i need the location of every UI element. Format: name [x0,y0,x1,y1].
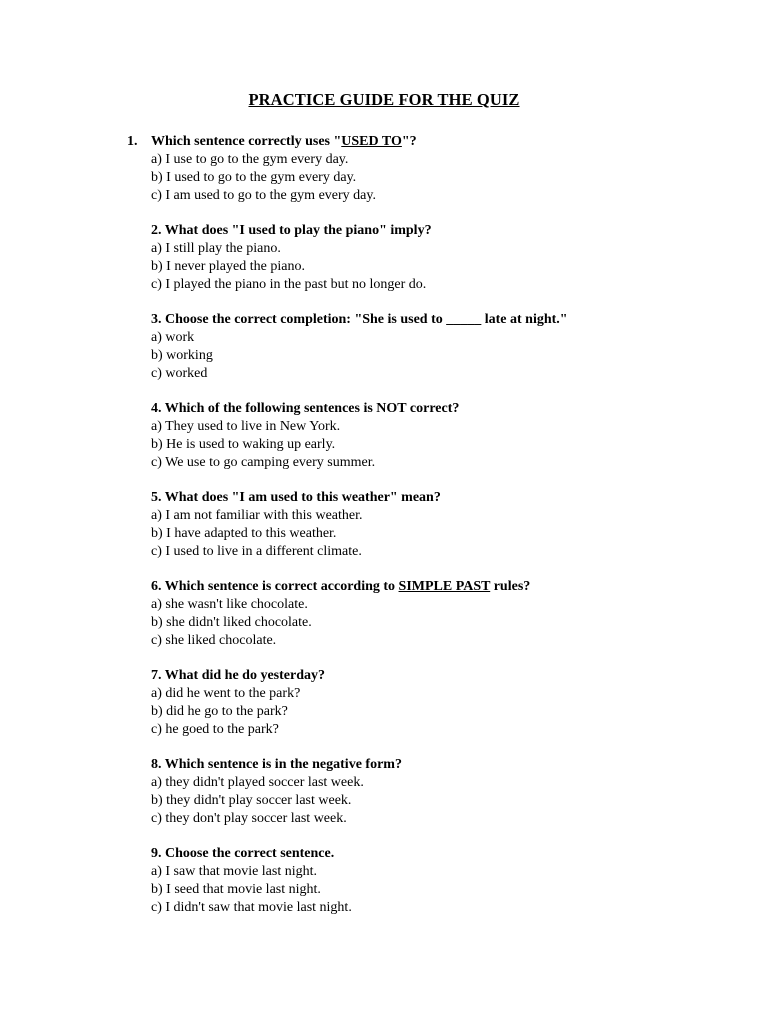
answer-option: c) I am used to go to the gym every day. [151,188,376,203]
answer-option: c) she liked chocolate. [151,633,277,648]
answer-option: b) He is used to waking up early. [151,437,336,452]
answer-option: c) I used to live in a different climate. [151,544,362,559]
question-text-part: What did he do yesterday? [164,668,325,683]
answer-option: c) I didn't saw that movie last night. [151,900,352,915]
question-text-part: Choose the correct sentence. [165,846,335,861]
question-text [0,489,768,507]
question-text-part: What does "I used to play the piano" imply? [164,223,432,238]
question-text [0,400,768,418]
question-text-part: Which sentence is correct according to [164,579,399,594]
answer-option: b) she didn't liked chocolate. [151,615,312,630]
question-text-part: Which of the following sentences is NOT correct? [164,401,460,416]
question-number: 9. [151,846,162,861]
question-3 [0,311,768,383]
question-9 [0,845,768,917]
answer-option: b) I have adapted to this weather. [151,526,337,541]
question-number: 5. [151,490,162,505]
question-text [0,133,768,151]
answer-option: c) he goed to the park? [151,722,279,737]
question-text [0,222,768,240]
question-text [0,667,768,685]
question-text-part: rules? [490,579,531,594]
question-text-part: Choose the correct completion: "She is used to _____ late at night." [165,312,568,327]
question-text-part: What does "I am used to this weather" mean? [164,490,441,505]
question-text-part: Which sentence correctly uses " [151,134,342,149]
question-4 [0,400,768,472]
question-number: 2. [151,223,162,238]
underlined-keyword: USED TO [341,134,402,149]
answer-option: b) I seed that movie last night. [151,882,321,897]
answer-option: a) they didn't played soccer last week. [151,775,364,790]
question-number: 7. [151,668,162,683]
question-6 [0,578,768,650]
question-7 [0,667,768,739]
question-number: 6. [151,579,162,594]
answer-option: a) work [151,330,195,345]
question-5 [0,489,768,561]
answer-option: b) I used to go to the gym every day. [151,170,357,185]
answer-option: a) I still play the piano. [151,241,281,256]
answer-option: a) she wasn't like chocolate. [151,597,308,612]
question-number: 4. [151,401,162,416]
answer-option: c) worked [151,366,208,381]
question-text [0,311,768,329]
question-number: 1. [127,134,138,149]
question-8 [0,756,768,828]
answer-option: b) working [151,348,213,363]
underlined-keyword: SIMPLE PAST [398,579,491,594]
answer-option: b) they didn't play soccer last week. [151,793,352,808]
question-number: 3. [151,312,162,327]
answer-option: a) did he went to the park? [151,686,301,701]
answer-option: b) did he go to the park? [151,704,288,719]
question-2 [0,222,768,294]
answer-option: b) I never played the piano. [151,259,305,274]
question-text-part: Which sentence is in the negative form? [164,757,402,772]
question-1 [0,133,768,205]
answer-option: a) I am not familiar with this weather. [151,508,363,523]
question-text-part: "? [401,134,417,149]
answer-option: a) I saw that movie last night. [151,864,318,879]
question-text [0,756,768,774]
page-title: PRACTICE GUIDE FOR THE QUIZ [248,90,520,109]
answer-option: a) I use to go to the gym every day. [151,152,349,167]
answer-option: a) They used to live in New York. [151,419,341,434]
answer-option: c) I played the piano in the past but no longer do. [151,277,427,292]
answer-option: c) they don't play soccer last week. [151,811,347,826]
question-number: 8. [151,757,162,772]
question-text [0,845,768,863]
question-text [0,578,768,596]
question-list [0,133,768,934]
answer-option: c) We use to go camping every summer. [151,455,376,470]
